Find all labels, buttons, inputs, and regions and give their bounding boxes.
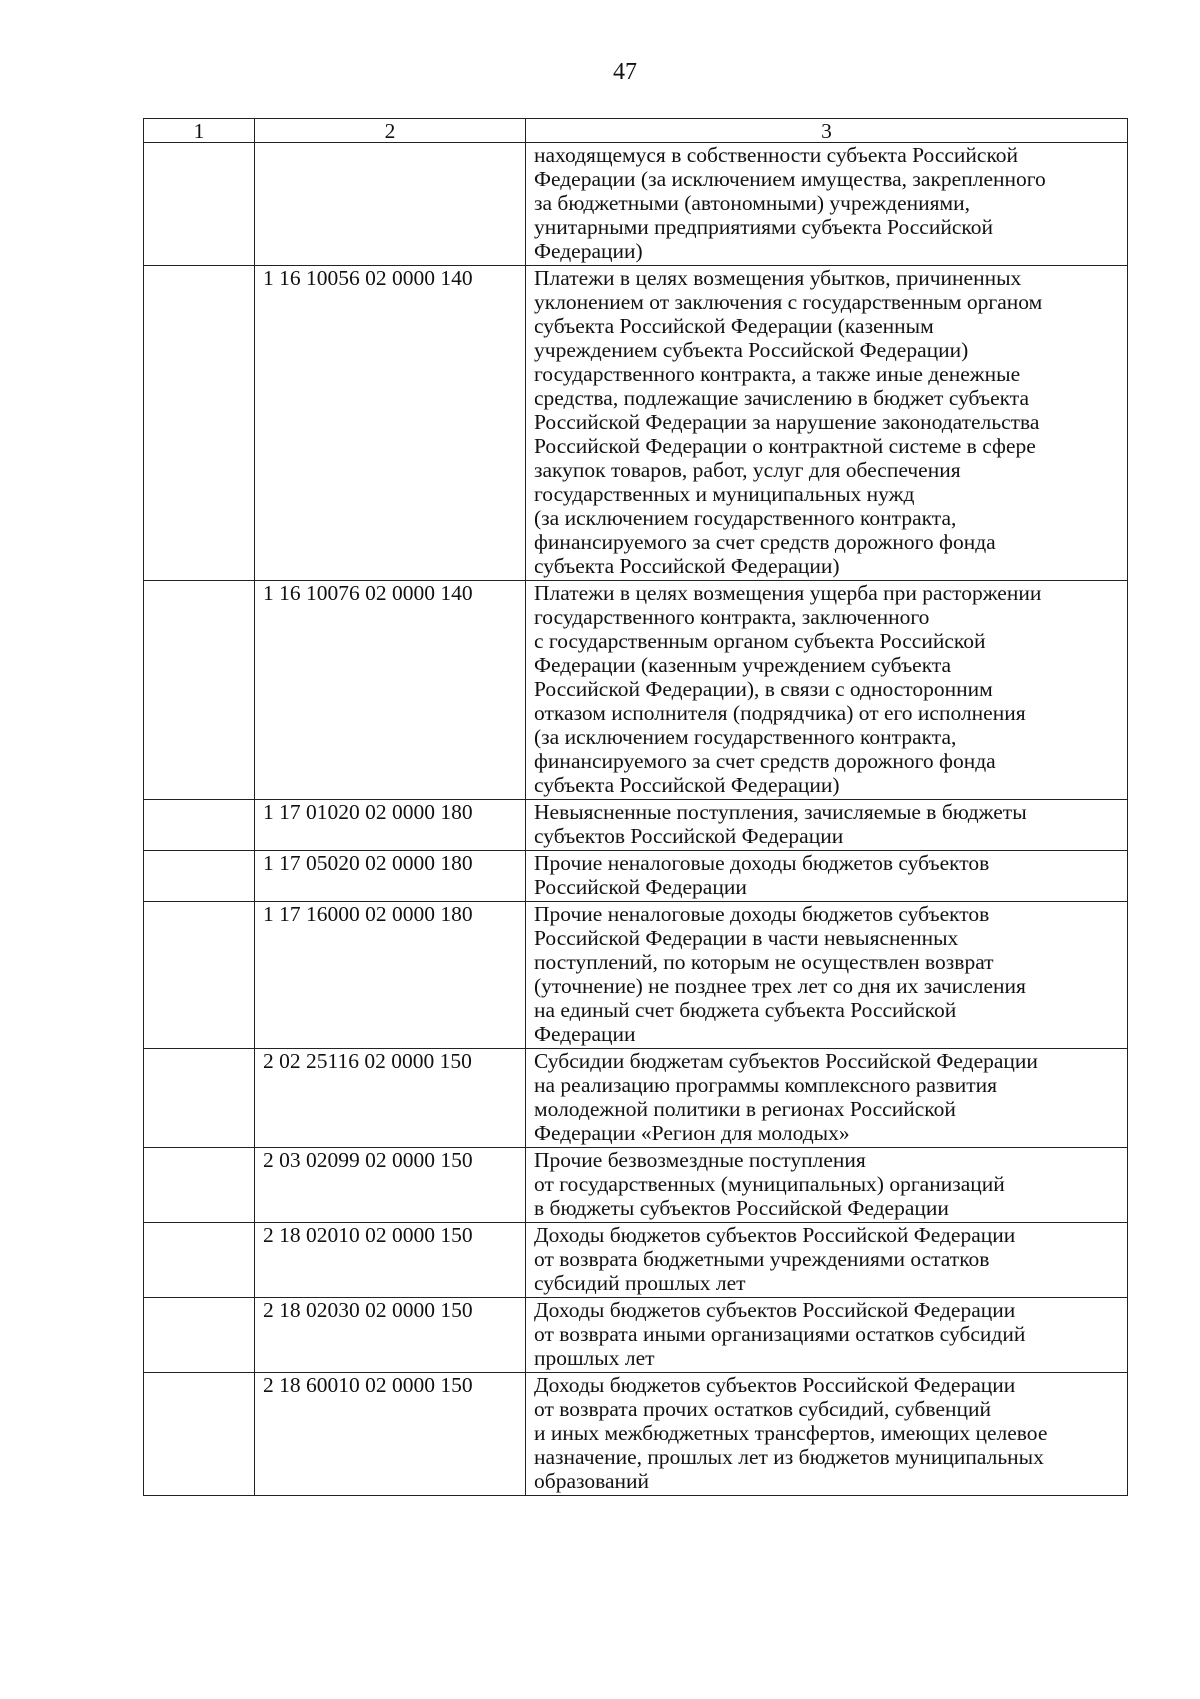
revenue-description-cell: Доходы бюджетов субъектов Российской Федерации от возврата прочих остатков субсидий, субвенций и иных межбюджетных трансфертов, имеющих целевое назначение, прошлых лет из бюджетов муниципальных образований [526,1373,1128,1496]
table-row [144,1049,1128,1148]
row-number-cell [144,851,255,902]
revenue-description-cell: Прочие безвозмездные поступления от государственных (муниципальных) организаций в бюджеты субъектов Российской Федерации [526,1148,1128,1223]
column-header-3: 3 [526,119,1128,143]
row-number-cell [144,1223,255,1298]
revenue-code-cell: 2 18 02030 02 0000 150 [255,1298,526,1373]
table-row [144,851,1128,902]
revenue-description-cell: Доходы бюджетов субъектов Российской Федерации от возврата бюджетными учреждениями остатков субсидий прошлых лет [526,1223,1128,1298]
revenue-description-cell: Невыясненные поступления, зачисляемые в бюджеты субъектов Российской Федерации [526,800,1128,851]
table-row [144,1223,1128,1298]
revenue-description-cell: находящемуся в собственности субъекта Российской Федерации (за исключением имущества, закрепленного за бюджетными (автономными) учреждениями, унитарными предприятиями субъекта Российской Федерации) [526,143,1128,266]
revenue-description-cell: Прочие неналоговые доходы бюджетов субъектов Российской Федерации в части невыясненных поступлений, по которым не осуществлен возврат (уточнение) не позднее трех лет со дня их зачисления на единый счет бюджета субъекта Российской Федерации [526,902,1128,1049]
revenue-code-cell: 2 18 60010 02 0000 150 [255,1373,526,1496]
revenue-description-cell: Прочие неналоговые доходы бюджетов субъектов Российской Федерации [526,851,1128,902]
row-number-cell [144,1148,255,1223]
row-number-cell [144,1298,255,1373]
table-row [144,1373,1128,1496]
revenue-code-cell: 1 17 16000 02 0000 180 [255,902,526,1049]
revenue-code-cell: 2 03 02099 02 0000 150 [255,1148,526,1223]
revenue-code-cell [255,143,526,266]
table-row [144,143,1128,266]
row-number-cell [144,902,255,1049]
table-header-row [144,119,1128,143]
revenue-code-cell: 2 18 02010 02 0000 150 [255,1223,526,1298]
page-number: 47 [613,59,637,85]
row-number-cell [144,266,255,581]
revenue-code-cell: 1 16 10056 02 0000 140 [255,266,526,581]
table-row [144,800,1128,851]
row-number-cell [144,581,255,800]
column-header-1: 1 [144,119,255,143]
table-row [144,266,1128,581]
revenue-description-cell: Доходы бюджетов субъектов Российской Федерации от возврата иными организациями остатков субсидий прошлых лет [526,1298,1128,1373]
revenue-description-cell: Платежи в целях возмещения ущерба при расторжении государственного контракта, заключенного с государственным органом субъекта Российской Федерации (казенным учреждением субъекта Российской Федерации), в связи с односторонним отказом исполнителя (подрядчика) от его исполнения (за исключением государственного контракта, финансируемого за счет средств дорожного фонда субъекта Российской Федерации) [526,581,1128,800]
revenue-code-cell: 1 17 05020 02 0000 180 [255,851,526,902]
table-row [144,581,1128,800]
row-number-cell [144,143,255,266]
table-row [144,1148,1128,1223]
revenue-description-cell: Субсидии бюджетам субъектов Российской Федерации на реализацию программы комплексного развития молодежной политики в регионах Российской Федерации «Регион для молодых» [526,1049,1128,1148]
row-number-cell [144,800,255,851]
table-row [144,902,1128,1049]
revenue-codes-table [143,118,1128,1496]
row-number-cell [144,1373,255,1496]
column-header-2: 2 [255,119,526,143]
table-row [144,1298,1128,1373]
revenue-code-cell: 2 02 25116 02 0000 150 [255,1049,526,1148]
revenue-description-cell: Платежи в целях возмещения убытков, причиненных уклонением от заключения с государственным органом субъекта Российской Федерации (казенным учреждением субъекта Российской Федерации) государственного контракта, а также иные денежные средства, подлежащие зачислению в бюджет субъекта Российской Федерации за нарушение законодательства Российской Федерации о контрактной системе в сфере закупок товаров, работ, услуг для обеспечения государственных и муниципальных нужд (за исключением государственного контракта, финансируемого за счет средств дорожного фонда субъекта Российской Федерации) [526,266,1128,581]
revenue-code-cell: 1 17 01020 02 0000 180 [255,800,526,851]
row-number-cell [144,1049,255,1148]
revenue-code-cell: 1 16 10076 02 0000 140 [255,581,526,800]
